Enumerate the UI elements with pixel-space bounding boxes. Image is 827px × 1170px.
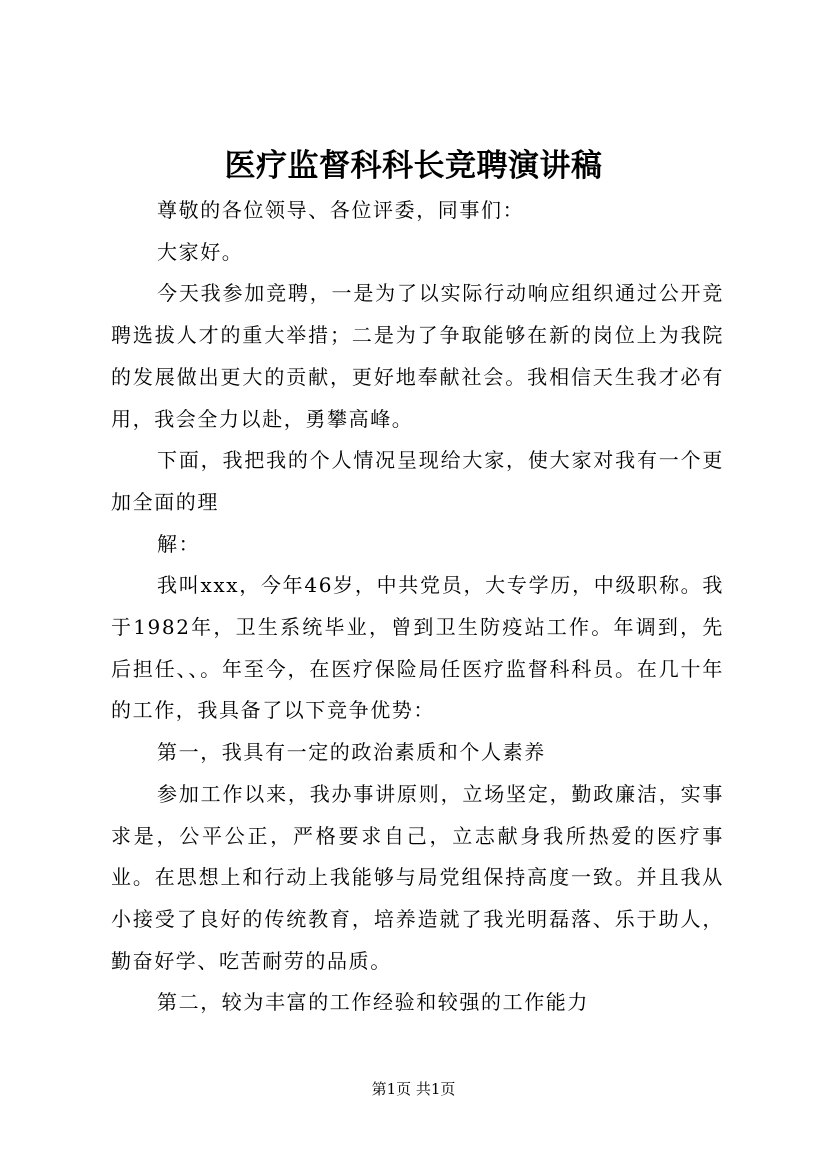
section-heading-second: 第二，较为丰富的工作经验和较强的工作能力	[157, 990, 589, 1015]
section-heading-first: 第一，我具有一定的政治素质和个人素养	[157, 740, 546, 765]
personal-intro-continuation: 解：	[157, 531, 201, 556]
salutation-paragraph: 尊敬的各位领导、各位评委，同事们：	[157, 198, 525, 222]
first-advantage-paragraph: 参加工作以来，我办事讲原则，立场坚定，勤政廉洁，实事求是，公平公正，严格要求自己，立志献身我所热爱的医疗事业。在思想上和行动上我能够与局党组保持高度一致。并且我从小接受了良好的传统教育，培养造就了我光明磊落、乐于助人，勤奋好学、吃苦耐劳的品质。	[111, 781, 724, 973]
document-body	[111, 190, 724, 1024]
personal-intro-paragraph: 下面，我把我的个人情况呈现给大家，使大家对我有一个更加全面的理	[111, 448, 724, 514]
intro-paragraph: 今天我参加竞聘，一是为了以实际行动响应组织通过公开竞聘选拔人才的重大举措；二是为了争取能够在新的岗位上为我院的发展做出更大的贡献，更好地奉献社会。我相信天生我才必有用，我会全力以赴，勇攀高峰。	[111, 281, 724, 431]
background-paragraph: 我叫xxx，今年46岁，中共党员，大专学历，中级职称。我于1982年，卫生系统毕业，曾到卫生防疫站工作。年调到，先后担任、、。年至今，在医疗保险局任医疗监督科科员。在几十年的工作，我具备了以下竞争优势：	[111, 573, 724, 723]
greeting-paragraph: 大家好。	[157, 239, 244, 264]
document-title: 医疗监督科科长竞聘演讲稿	[224, 148, 603, 184]
page-footer: 第1页 共1页	[371, 1080, 456, 1098]
